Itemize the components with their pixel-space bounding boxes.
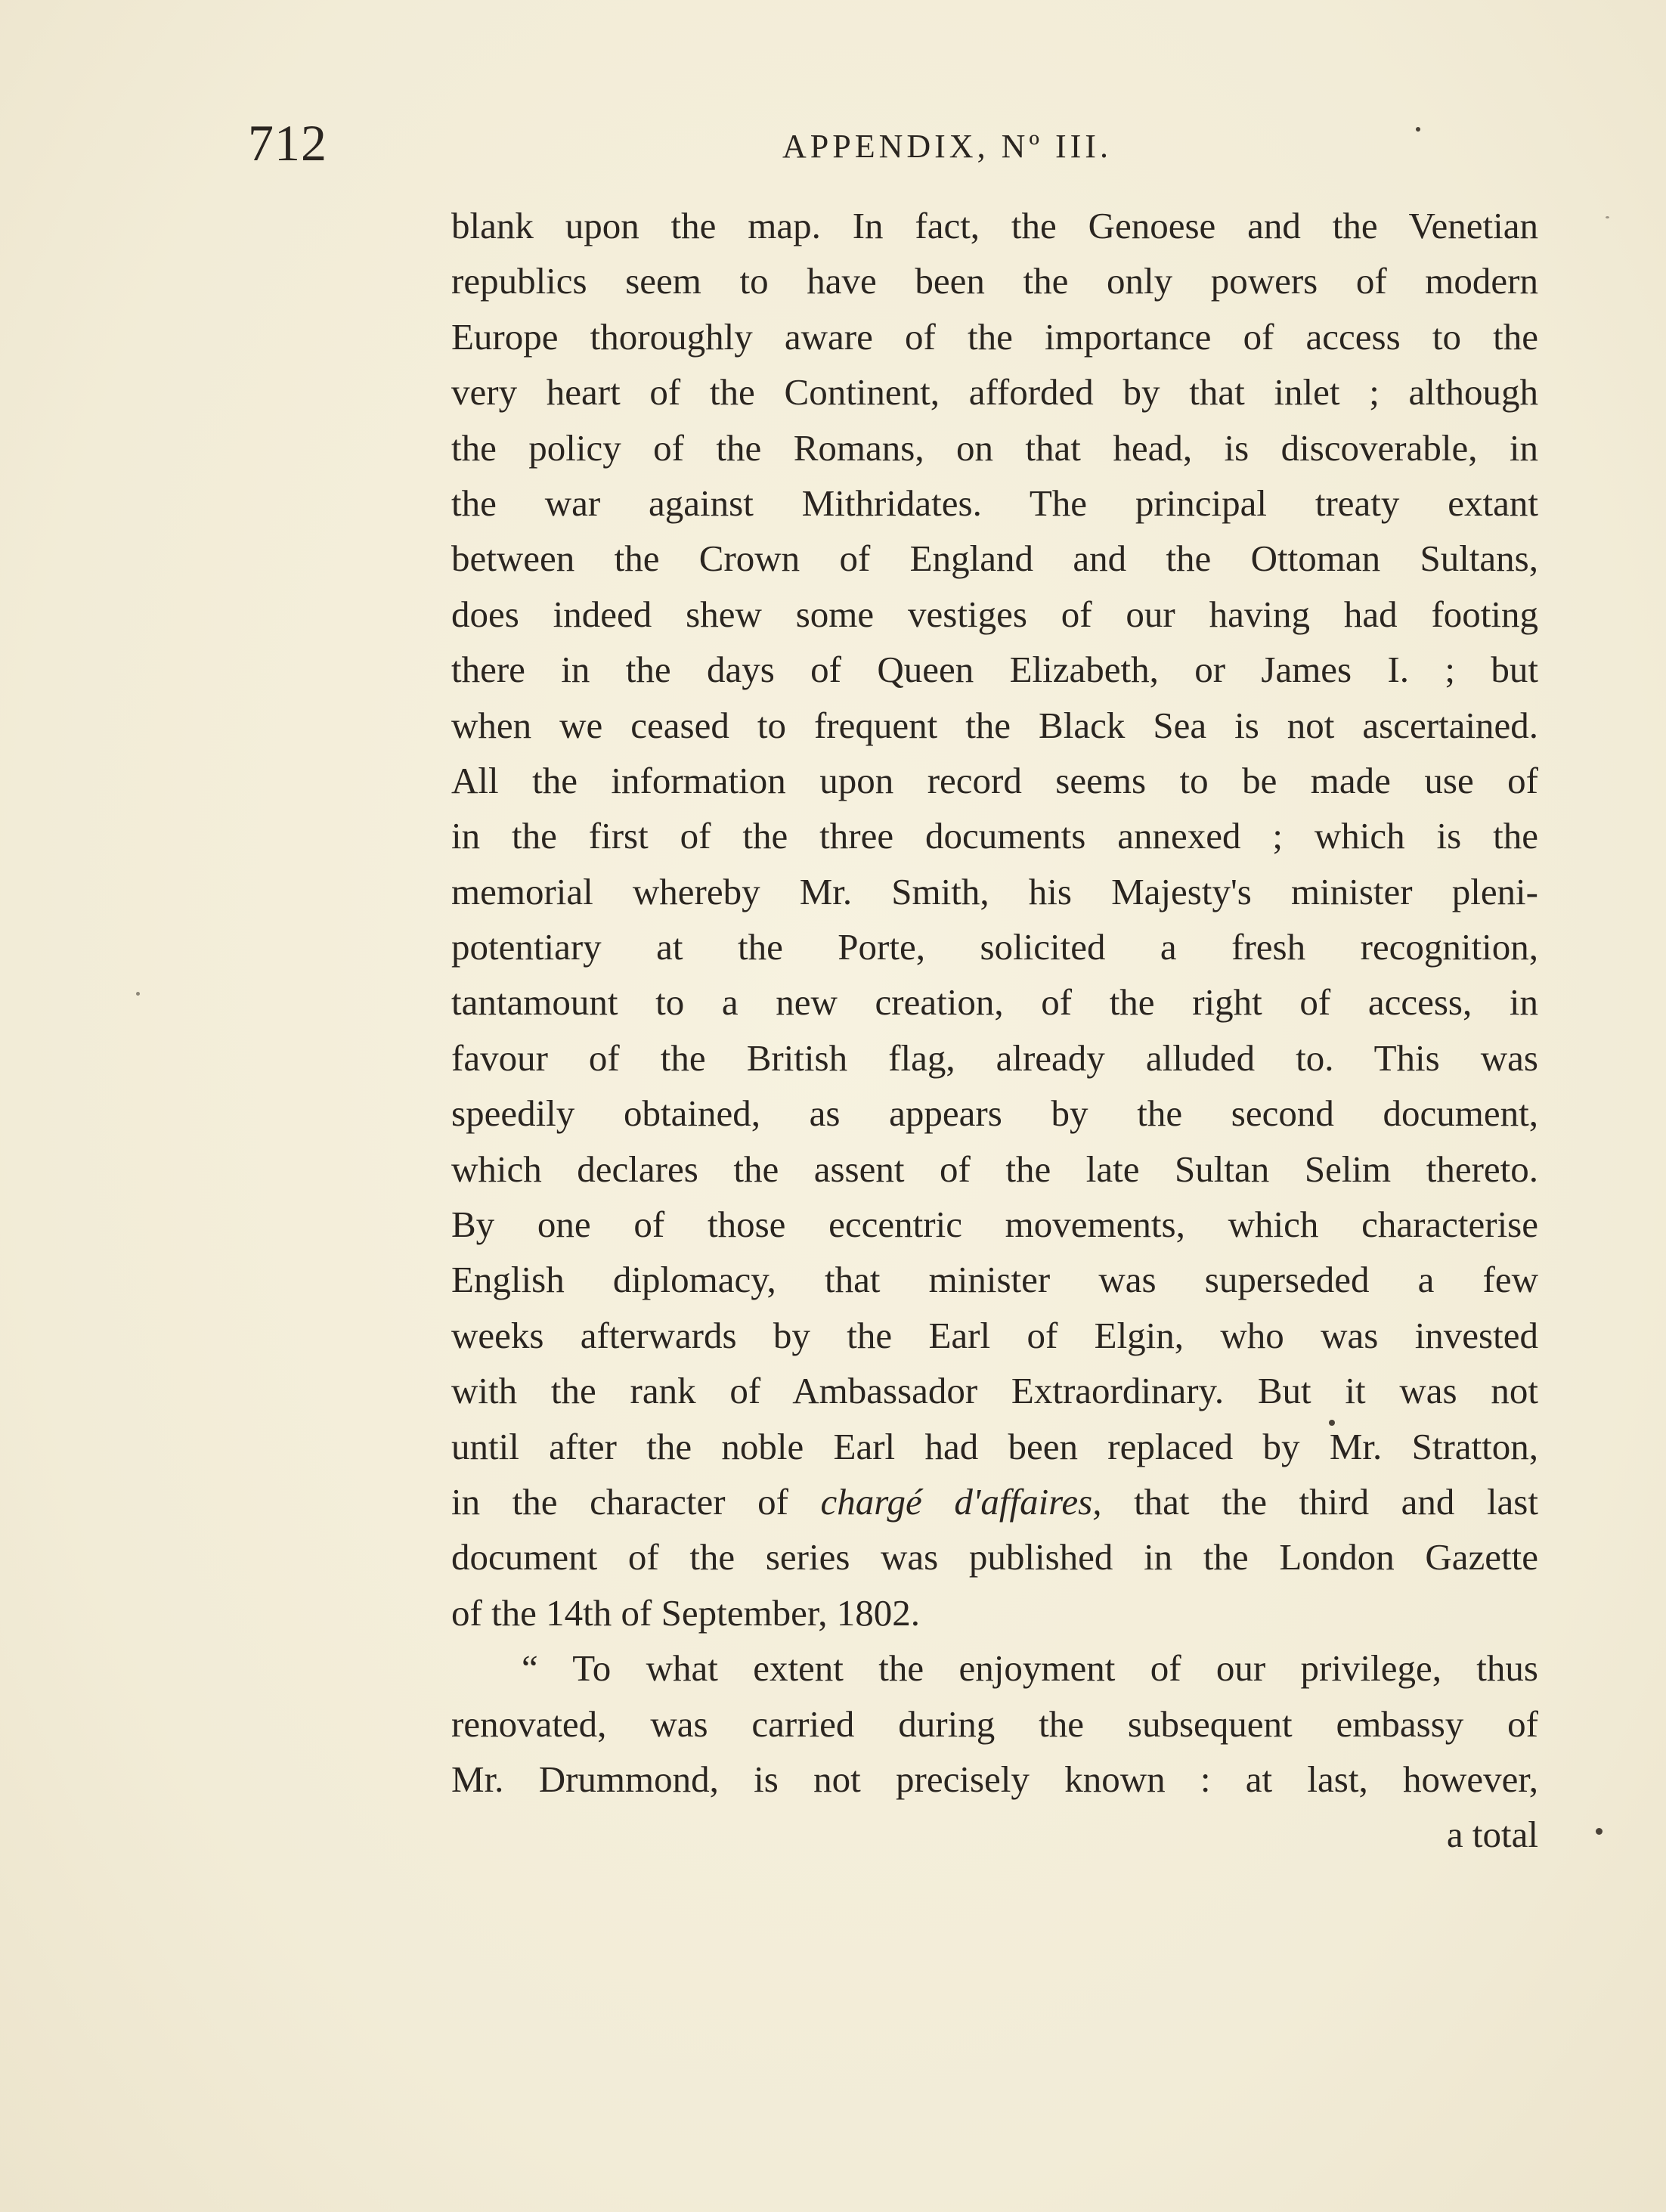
text-line-italic-phrase — [451, 1474, 1538, 1529]
ink-speck — [136, 992, 140, 996]
text-line: the policy of the Romans, on that head, is discoverable, in — [451, 426, 1538, 469]
text-line: English diplomacy, that minister was superseded a few — [451, 1259, 1538, 1301]
text-line: until after the noble Earl had been replaced by Mr. Stratton, — [451, 1425, 1538, 1467]
ink-speck — [1596, 1828, 1603, 1835]
text-line: in the first of the three documents annexed ; which is the — [451, 815, 1538, 857]
page-number: 712 — [248, 114, 327, 172]
text-line: All the information upon record seems to be made use of — [451, 759, 1538, 801]
text-segment: that the third and last — [1101, 1480, 1538, 1523]
text-line: very heart of the Continent, afforded by that inlet ; although — [451, 371, 1538, 414]
body-text — [451, 198, 1538, 1863]
text-line: speedily obtained, as appears by the second document, — [451, 1092, 1538, 1135]
text-line: blank upon the map. In fact, the Genoese and the Venetian — [451, 205, 1538, 246]
running-head: APPENDIX, Nº III. — [782, 128, 1112, 165]
text-line: By one of those eccentric movements, which characterise — [451, 1204, 1538, 1246]
text-line: Mr. Drummond, is not precisely known : at last, however, — [451, 1758, 1538, 1800]
italic-phrase: chargé d'affaires, — [820, 1480, 1102, 1523]
text-line: tantamount to a new creation, of the right of access, in — [451, 981, 1538, 1024]
text-line: republics seem to have been the only powers of modern — [451, 260, 1538, 302]
text-line: renovated, was carried during the subsequent embassy of — [451, 1702, 1538, 1745]
catchword: a total — [1446, 1814, 1538, 1856]
text-line: memorial whereby Mr. Smith, his Majesty's minister pleni- — [451, 870, 1538, 912]
text-line: with the rank of Ambassador Extraordinary. But it was not — [451, 1370, 1538, 1412]
text-line: does indeed shew some vestiges of our having had footing — [451, 593, 1538, 635]
text-line: favour of the British flag, already alluded to. This was — [451, 1036, 1538, 1079]
text-line: Europe thoroughly aware of the importance of access to the — [451, 315, 1538, 358]
text-line: document of the series was published in the London Gazette — [451, 1536, 1538, 1578]
ink-speck — [1416, 127, 1420, 132]
paragraph-end-line: of the 14th of September, 1802. — [451, 1591, 920, 1634]
text-line: between the Crown of England and the Ottoman Sultans, — [451, 538, 1538, 580]
text-line: which declares the assent of the late Sultan Selim thereto. — [451, 1148, 1538, 1190]
text-line: the war against Mithridates. The principal treaty extant — [451, 482, 1538, 524]
text-line: potentiary at the Porte, solicited a fresh recognition, — [451, 926, 1538, 968]
text-line: weeks afterwards by the Earl of Elgin, who was invested — [451, 1314, 1538, 1356]
paragraph-start-line: “ To what extent the enjoyment of our privilege, thus — [522, 1647, 1538, 1690]
text-line: when we ceased to frequent the Black Sea is not ascertained. — [451, 704, 1538, 746]
text-segment: in the character of — [451, 1480, 821, 1523]
text-line: there in the days of Queen Elizabeth, or James I. ; but — [451, 649, 1538, 691]
ink-speck — [1329, 1420, 1335, 1426]
ink-speck — [1606, 216, 1609, 218]
